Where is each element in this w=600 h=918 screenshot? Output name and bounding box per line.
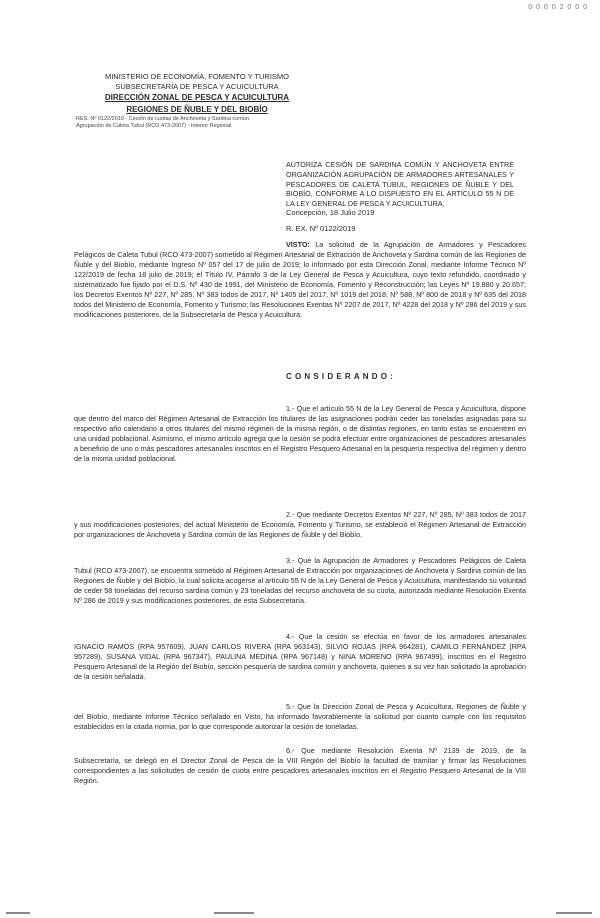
footer-mark-right	[556, 912, 592, 914]
considerando-paragraph-2: 2.- Que mediante Decretos Exentos Nº 227, Nº 285, Nº 383 todos de 2017 y sus modificaciones posteriores, del actual Ministerio de Economía, Fomento y Turismo, se estableció el Régimen Artesanal de Extracción por organizaciones de Anchoveta y Sardina común de las Regiones de Ñuble y del Biobío.	[74, 510, 526, 539]
letterhead	[76, 72, 312, 130]
considerando-paragraph-4: 4.- Que la cesión se efectúa en favor de los armadores artesanales IGNACIO RAMOS (RPA 957609), JUAN CARLOS RIVERA (RPA 963143), SILVIO ROJAS (RPA 964281), CAMILO FERNÁNDEZ (RPA 957289), SUSANA VIDAL (RPA 967347), PAULINA MEDINA (RPA 967148) y NINA MORENO (RPA 967499), inscritos en el Registro Pesquero Artesanal de la Región del Biobío, sección pesquería de sardina común y anchoveta, quienes a su vez han solicitado la aprobación de la cesión señalada.	[74, 632, 526, 681]
visto-paragraph	[74, 240, 526, 320]
considerando-paragraph-6: 6.- Que mediante Resolución Exenta Nº 2139 de 2019, de la Subsecretaría, se delegó en el Director Zonal de Pesca de la VIII Región del Biobío la facultad de tramitar y firmar las Resoluciones correspondientes a las solicitudes de cesión de cuota entre pescadores artesanales inscritos en el Registro Pesquero Artesanal de la VIII Región.	[74, 746, 526, 785]
reference-line-2: Agrupación de Caleta Tubul (RCO 473-2007) - Interior Regional	[76, 123, 232, 129]
considerando-paragraph-1: 1.- Que el artículo 55 N de la Ley General de Pesca y Acuicultura, dispone que dentro del marco del Régimen Artesanal de Extracción los titulares de las asignaciones podrán ceder las toneladas asignadas para su respectivo año calendario a otros titulares del mismo régimen de la misma región, o de distintas regiones, en tanto estas se encuentren en una unidad poblacional. Asimismo, el mismo artículo agrega que la cesión se podrá efectuar entre organizaciones de pescadores artesanales a beneficio de uno o más pescadores artesanales inscritos en el Registro Pesquero Artesanal en la pesquería respectiva del régimen y dentro de la misma unidad poblacional.	[74, 404, 526, 463]
footer-mark-left	[6, 912, 30, 914]
visto-label: VISTO:	[286, 240, 310, 249]
ministry-line: MINISTERIO DE ECONOMÍA, FOMENTO Y TURISMO	[104, 72, 290, 81]
subsecretariat-line: SUBSECRETARÍA DE PESCA Y ACUICULTURA	[115, 82, 279, 91]
resolution-number: R. EX. Nº 0122/2019	[286, 224, 356, 233]
visto-text: La solicitud de la Agrupación de Armadores y Pescadores Pelágicos de Caleta Tubul (RCO 473-2007) sometido al Régimen Artesanal de Extracción de Anchoveta y Sardina común de las Regiones de Ñuble y del Biobío, mediante Ingreso Nº 057 del 17 de julio de 2019; lo informado por esta Dirección Zonal, mediante Informe Técnico Nº 122/2019 de fecha 18 julio de 2019; el Título IV, Párrafo 3 de la Ley General de Pesca y Acuicultura, cuyo texto refundido, coordinado y sistematizado fue fijado por el D.S. Nº 430 de 1991, del Ministerio de Economía, Fomento y Reconstrucción; las Leyes Nº 19.880 y 20.657; los Decretos Exentos Nº 227, Nº 285, Nº 383 todos de 2017, Nº 1405 del 2017, Nº 1019 del 2018, Nº 588, Nº 800 de 2018 y Nº 635 del 2018 todos del Ministerio de Economía, Fomento y Turismo; las Resoluciones Exentas Nº 2207 de 2017, Nº 4228 del 2018 y Nº 286 del 2019 y sus modificaciones posteriores, de la Subsecretaría de Pesca y Acuicultura.	[74, 240, 526, 319]
considerando-paragraph-5: 5.- Que la Dirección Zonal de Pesca y Acuicultura, Regiones de Ñuble y del Biobío, mediante Informe Técnico señalado en Visto, ha informado favorablemente la solicitud por cuanto cumple con los requisitos establecidos en la citada norma, por lo que corresponde autorizar la cesión de toneladas.	[74, 702, 526, 731]
considerando-heading: CONSIDERANDO:	[286, 372, 397, 381]
footer-mark-center	[214, 912, 254, 914]
dateline: Concepción, 18 Julio 2019	[286, 208, 375, 217]
regions-line: REGIONES DE ÑUBLE Y DEL BIOBÍO	[126, 105, 268, 114]
page-number: 0 0 0 0 2 0 0 0	[528, 4, 588, 11]
reference-line: RES. Nº 0122/2019 - Cesión de cuotas de Anchoveta y Sardina común	[76, 116, 249, 122]
direction-line: DIRECCIÓN ZONAL DE PESCA Y ACUICULTURA	[104, 93, 290, 102]
considerando-paragraph-3: 3.- Que la Agrupación de Armadores y Pescadores Pelágicos de Caleta Tubul (RCO 473-2007), se encuentra sometido al Régimen Artesanal de Extracción por organizaciones de Anchoveta y Sardina común de las Regiones de Ñuble y del Biobío, la cual solicita acogerse al artículo 55 N de la Ley General de Pesca y Acuicultura, manifestando su voluntad de ceder 58 toneladas del recurso sardina común y 23 toneladas del recurso anchoveta de su cuota, autorizada mediante Resolución Exenta Nº 286 de 2019 y sus modificaciones posteriores, de esta Subsecretaría.	[74, 556, 526, 605]
resolution-subject: AUTORIZA CESIÓN DE SARDINA COMÚN Y ANCHOVETA ENTRE ORGANIZACIÓN AGRUPACIÓN DE ARMADORES ARTESANALES Y PESCADORES DE CALETA TUBUL, REGIONES DE ÑUBLE Y DEL BIOBÍO, CONFORME A LO DISPUESTO EN EL ARTÍCULO 55 N DE LA LEY GENERAL DE PESCA Y ACUICULTURA.	[286, 160, 514, 209]
